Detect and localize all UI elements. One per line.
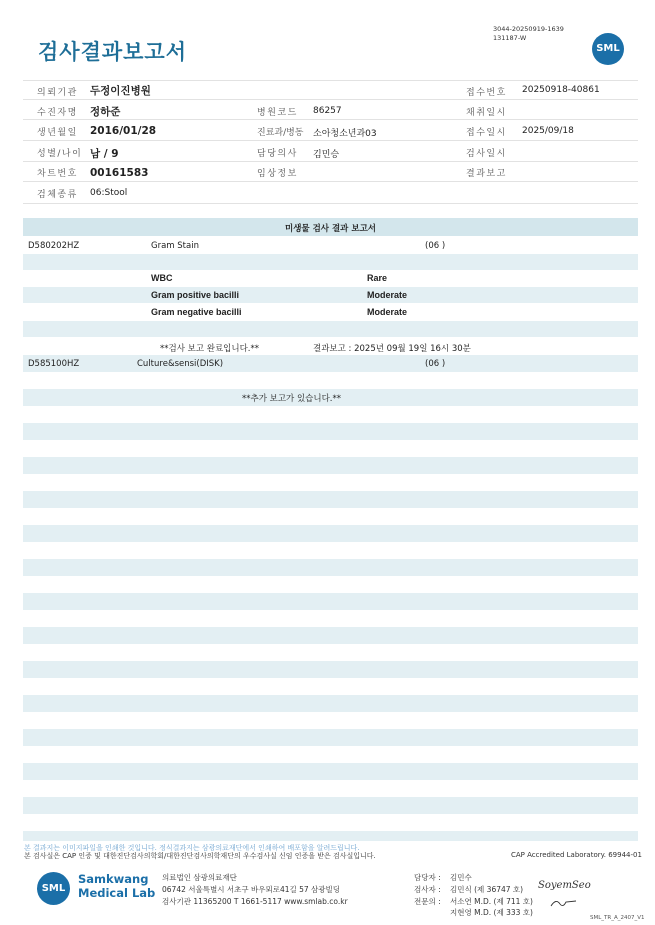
divider (23, 119, 638, 120)
staff-name: 서소연 M.D. (제 711 호) (450, 897, 533, 906)
result-name: WBC (151, 273, 173, 283)
label-hospital-code: 병원코드 (257, 108, 298, 118)
document-code (493, 25, 564, 43)
sml-logo: SML (592, 33, 624, 65)
label-doctor: 담당의사 (257, 149, 298, 159)
value-specimen-type: 06:Stool (90, 188, 128, 198)
org-contact: 검사기관 11365200 T 1661-5117 www.smlab.co.kr (162, 897, 348, 906)
stripe (23, 457, 638, 474)
page-title: 검사결과보고서 (38, 40, 188, 64)
notice-image-print: 본 결과지는 이미지파일을 인쇄한 것입니다. 정식결과지는 삼광의료재단에서 인쇄하여 배포함을 알려드립니다. (24, 844, 360, 852)
result-name: Gram negative bacilli (151, 307, 242, 317)
staff-role: 전문의 : (414, 897, 441, 906)
value-department: 소아청소년과03 (313, 129, 377, 139)
value-chart-no: 00161583 (90, 167, 149, 179)
label-specimen-type: 검체종류 (37, 190, 78, 200)
divider (23, 161, 638, 162)
report-time: 결과보고 : 2025년 09월 19일 16시 30분 (313, 344, 471, 354)
value-hospital-code: 86257 (313, 106, 342, 116)
brand-name-line-2: Medical Lab (78, 886, 156, 900)
value-patient-name: 정하준 (90, 106, 121, 118)
value-receipt-no: 20250918-40861 (522, 85, 600, 95)
stripe (23, 661, 638, 678)
org-name: 의료법인 삼광의료재단 (162, 873, 237, 882)
signature: SoyemSeo (538, 880, 591, 891)
form-code: SML_TR_A_2407_V1 (590, 915, 645, 921)
brand-name-line-1: Samkwang (78, 872, 149, 886)
test-name: Gram Stain (151, 241, 199, 251)
test-specimen: (06 ) (425, 359, 446, 369)
label-patient-name: 수진자명 (37, 108, 78, 118)
stripe (23, 355, 638, 372)
document-code-line-1: 3044-20250919-1639 (493, 25, 564, 33)
cap-accreditation: CAP Accredited Laboratory. 69944-01 (511, 851, 642, 859)
label-receipt-date: 접수일시 (466, 128, 507, 138)
signature-scribble (548, 896, 580, 910)
stripe (23, 797, 638, 814)
document-code-line-2: 131187-W (493, 34, 527, 42)
result-value: Rare (367, 273, 388, 283)
label-clinical-info: 임상정보 (257, 169, 298, 179)
value-requesting-org: 두정이진병원 (90, 85, 151, 97)
divider (23, 99, 638, 100)
result-value: Moderate (367, 307, 408, 317)
staff-name: 지현영 M.D. (제 333 호) (450, 908, 533, 917)
label-chart-no: 차트번호 (37, 169, 78, 179)
label-result-report: 결과보고 (466, 169, 507, 179)
divider (23, 181, 638, 182)
report-heading: 미생물 검사 결과 보고서 (285, 224, 376, 234)
staff-name: 김민식 (제 36747 호) (450, 885, 524, 894)
stripe (23, 287, 638, 303)
test-specimen: (06 ) (425, 241, 446, 251)
stripe (23, 525, 638, 542)
value-doctor: 김민승 (313, 150, 340, 160)
test-code: D585100HZ (28, 359, 80, 369)
value-birth-date: 2016/01/28 (90, 125, 157, 137)
stripe (23, 321, 638, 337)
stripe (23, 627, 638, 644)
divider (23, 140, 638, 141)
label-collection-date: 채취일시 (466, 108, 507, 118)
report-complete-note: **검사 보고 완료입니다.** (160, 344, 260, 354)
stripe (23, 423, 638, 440)
staff-role: 검사자 : (414, 885, 441, 894)
stripe (23, 491, 638, 508)
stripe (23, 695, 638, 712)
staff-name: 김민수 (450, 873, 472, 882)
stripe (23, 831, 638, 841)
additional-report-note: **추가 보고가 있습니다.** (242, 394, 342, 404)
result-value: Moderate (367, 290, 408, 300)
label-requesting-org: 의뢰기관 (37, 88, 78, 98)
test-name: Culture&sensi(DISK) (137, 359, 224, 369)
staff-role: 담당자 : (414, 873, 441, 882)
stripe (23, 254, 638, 270)
value-receipt-date: 2025/09/18 (522, 126, 574, 136)
stripe (23, 729, 638, 746)
label-department: 진료과/병동 (257, 128, 304, 138)
org-address: 06742 서울특별시 서초구 바우뫼로41길 57 삼광빌딩 (162, 885, 341, 894)
divider (23, 80, 638, 81)
test-code: D580202HZ (28, 241, 80, 251)
label-sex-age: 성별/나이 (37, 149, 83, 159)
stripe (23, 593, 638, 610)
value-sex-age: 남 / 9 (90, 148, 119, 160)
divider (23, 203, 638, 204)
sml-footer-logo: SML (37, 872, 70, 905)
label-receipt-no: 접수번호 (466, 88, 507, 98)
label-birth-date: 생년월일 (37, 128, 78, 138)
notice-accreditation: 본 검사실은 CAP 인증 및 대한진단검사의학회/대한진단검사의학재단의 우수검사실 신임 인증을 받은 검사실입니다. (24, 852, 376, 860)
stripe (23, 559, 638, 576)
label-test-date: 검사일시 (466, 149, 507, 159)
result-name: Gram positive bacilli (151, 290, 240, 300)
stripe (23, 763, 638, 780)
